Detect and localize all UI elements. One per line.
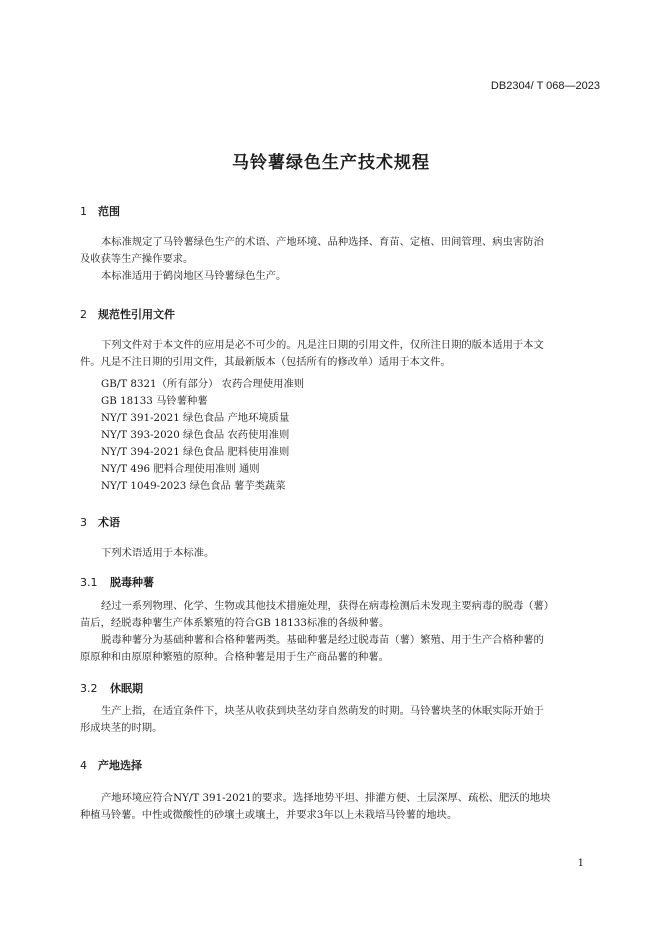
subsection-title: 休眠期 <box>110 682 143 695</box>
section-number: 1 <box>80 205 87 218</box>
term-paragraph-line: 生产上指，在适宜条件下，块茎从收获到块茎幼芽自然萌发的时期。马铃薯块茎的休眠实际开始于 <box>101 705 544 717</box>
term-paragraph-line: 苗后，经脱毒种薯生产体系繁殖的符合GB 18133标准的各级种薯。 <box>80 617 390 629</box>
section-title: 产地选择 <box>98 759 142 772</box>
subsection-number: 3.1 <box>80 576 98 589</box>
subsection-heading-dormancy <box>80 680 143 696</box>
reference-item: NY/T 391-2021 绿色食品 产地环境质量 <box>101 412 290 424</box>
section-heading-site <box>80 757 142 773</box>
section-number: 2 <box>80 308 87 321</box>
scope-paragraph-line: 及收获等生产操作要求。 <box>80 253 194 265</box>
reference-item: NY/T 393-2020 绿色食品 农药使用准则 <box>101 429 290 441</box>
section-title: 术语 <box>98 516 120 529</box>
site-paragraph-line: 种植马铃薯。中性或微酸性的砂壤土或壤土，并要求3年以上未栽培马铃薯的地块。 <box>80 809 458 821</box>
normative-intro-line: 件。凡是不注日期的引用文件，其最新版本（包括所有的修改单）适用于本文件。 <box>80 356 451 368</box>
term-paragraph-line: 原原种和由原原种繁殖的原种。合格种薯是用于生产商品薯的种薯。 <box>80 651 389 663</box>
document-number: DB2304/ T 068—2023 <box>490 80 600 92</box>
section-title: 范围 <box>98 205 120 218</box>
reference-item: NY/T 1049-2023 绿色食品 薯芋类蔬菜 <box>101 480 286 492</box>
section-heading-scope <box>80 203 120 219</box>
section-heading-normative <box>80 306 175 322</box>
site-paragraph-line: 产地环境应符合NY/T 391-2021的要求。选择地势平坦、排灌方便、土层深厚、疏松、肥沃的地块 <box>101 792 551 804</box>
scope-paragraph-line: 本标准规定了马铃薯绿色生产的术语、产地环境、品种选择、育苗、定植、田间管理、病虫害防治 <box>101 236 544 248</box>
reference-item: NY/T 394-2021 绿色食品 肥料使用准则 <box>101 446 290 458</box>
section-number: 3 <box>80 516 87 529</box>
reference-item: GB 18133 马铃薯种薯 <box>101 395 208 407</box>
subsection-heading-virus-free-seed <box>80 574 154 590</box>
reference-item: NY/T 496 肥料合理使用准则 通则 <box>101 463 260 475</box>
terms-intro: 下列术语适用于本标准。 <box>101 547 215 559</box>
page-title: 马铃薯绿色生产技术规程 <box>232 153 430 173</box>
term-paragraph-line: 脱毒种薯分为基础种薯和合格种薯两类。基础种薯是经过脱毒苗（薯）繁殖、用于生产合格种薯的 <box>101 634 544 646</box>
section-heading-terms <box>80 514 120 530</box>
term-paragraph-line: 经过一系列物理、化学、生物或其他技术措施处理，获得在病毒检测后未发现主要病毒的脱毒（薯） <box>101 600 555 612</box>
section-title: 规范性引用文件 <box>98 308 175 321</box>
subsection-number: 3.2 <box>80 682 98 695</box>
reference-item: GB/T 8321（所有部分） 农药合理使用准则 <box>101 378 305 390</box>
subsection-title: 脱毒种薯 <box>110 576 154 589</box>
section-number: 4 <box>80 759 87 772</box>
term-paragraph-line: 形成块茎的时期。 <box>80 722 163 734</box>
scope-paragraph-line: 本标准适用于鹤岗地区马铃薯绿色生产。 <box>101 270 287 282</box>
page-number: 1 <box>577 858 584 869</box>
normative-intro-line: 下列文件对于本文件的应用是必不可少的。凡是注日期的引用文件，仅所注日期的版本适用于本文 <box>101 339 544 351</box>
